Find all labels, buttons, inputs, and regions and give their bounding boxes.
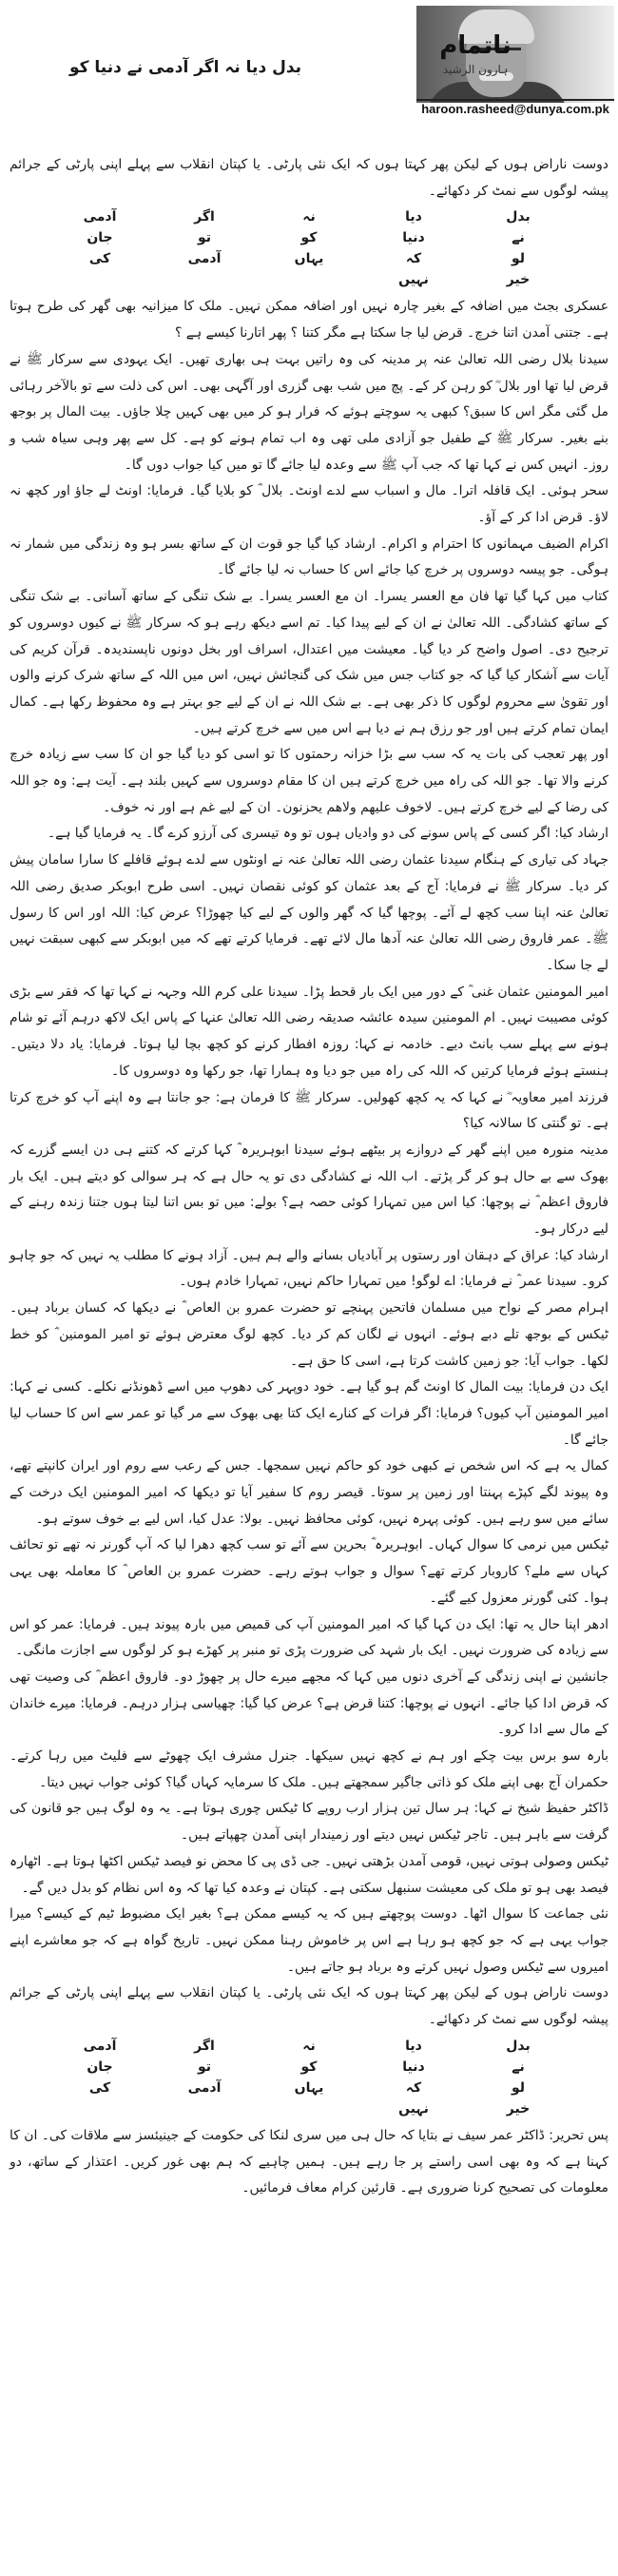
paragraph: امیر المومنین عثمان غنی ؓ کے دور میں ایک بار قحط پڑا۔ سیدنا علی کرم اللہ وجہہ نے کہا تھا کہ فقر سے بڑی کوئی مصیبت نہیں۔ ام المومنین سیدہ عائشہ صدیقہ رضی اللہ تعالیٰ عنہا کے پاس ایک لاکھ درہم آئے تو شام ہونے سے پہلے سب بانٹ دیے۔ خادمہ نے کہا: روزہ افطار کرنے کو کچھ بچا لیا ہوتا۔ فرمایا: یاد دلا دیتیں۔ ہنستے ہوئے فرمایا کرتیں کہ اللہ کی راہ میں جو دیا وہ ہمارا تھا، جو رکھا وہ دوسروں کا۔ <box>9 984 608 1079</box>
paragraph: عسکری بجٹ میں اضافہ کے بغیر چارہ نہیں اور اضافہ ممکن نہیں۔ ملک کا میزانیہ بھی گھر کی طرح ہوتا ہے۔ جتنی آمدن اتنا خرچ۔ قرض لیا جا سکتا ہے مگر کتنا ؟ پھر اتارنا کیسے ہے ؟ <box>10 299 608 342</box>
verse-word: جان <box>87 230 113 246</box>
paragraph: اور پھر تعجب کی بات یہ کہ سب سے بڑا خزانہ رحمتوں کا تو اسی کو دیا گیا جو ان کا سب سے زیادہ خرچ کرنے والا تھا۔ جو اللہ کی راہ میں خرچ کرتے ہیں ان کا مقام دوسروں سے کہیں بلند ہے۔ آیت ہے: وہ جو اللہ کی رضا کے لیے خرچ کرتے ہیں۔ لاخوف علیھم ولاھم یحزنون۔ ان کے لیے غم ہے اور نہ خوف۔ <box>10 747 608 815</box>
paragraph: ڈاکٹر حفیظ شیخ نے کہا: ہر سال تین ہزار ارب روپے کا ٹیکس چوری ہوتا ہے۔ یہ وہ لوگ ہیں جو قانون کی گرفت سے باہر ہیں۔ تاجر ٹیکس نہیں دیتے اور زمیندار اپنی آمدن چھپاتے ہیں۔ <box>10 1801 608 1844</box>
verse-word: بدل <box>506 209 531 225</box>
verse-word: اگر <box>194 2038 215 2054</box>
verse-block <box>48 206 570 290</box>
verse-word: کی <box>88 251 111 267</box>
verse-word: تو <box>197 230 212 246</box>
verse-word: اگر <box>194 209 215 225</box>
paragraph: اکرام الضیف مہمانوں کا احترام و اکرام۔ ارشاد کیا گیا جو قوت ان کے ساتھ بسر ہو وہ زندگی میں شمار نہ ہوگی۔ جو پیسہ دوسروں پر خرچ کیا جائے اس کا حساب نہ لیا جائے گا۔ <box>10 536 608 578</box>
paragraph: سحر ہوئی۔ ایک قافلہ اترا۔ مال و اسباب سے لدے اونٹ۔ بلال ؓ کو بلایا گیا۔ فرمایا: اونٹ لے جاؤ اور کچھ نہ لاؤ۔ قرض ادا کر کے آؤ۔ <box>10 483 608 526</box>
paragraph: مدینہ منورہ میں اپنے گھر کے دروازے پر بیٹھے ہوئے سیدنا ابوہریرہ ؓ کہا کرتے کہ کتنے ہی دن ایسے گزرے کہ بھوک سے بے حال ہو کر گر پڑتے۔ اب اللہ نے کشادگی دی تو یہ حال ہے کہ ہر سوالی کو دیتے ہیں۔ ایک بار فاروق اعظم ؓ نے پوچھا: کیا اس میں تمہارا کوئی حصہ ہے؟ بولے: میں تو بس اتنا لیتا ہوں جتنا زندہ رہنے کے لیے درکار ہو۔ <box>10 1142 608 1238</box>
paragraph: جہاد کی تیاری کے ہنگام سیدنا عثمان رضی اللہ تعالیٰ عنہ نے اونٹوں سے لدے ہوئے قافلے کا سارا سامان پیش کر دیا۔ سرکار ﷺ نے فرمایا: آج کے بعد عثمان کو کوئی نقصان نہیں۔ اسی طرح ابوبکر صدیق رضی اللہ تعالیٰ عنہ اپنا سب کچھ لے آئے۔ پوچھا گیا کہ گھر والوں کے لیے کیا چھوڑا؟ عرض کیا: اللہ اور اس کا رسول ﷺ۔ عمر فاروق رضی اللہ تعالیٰ عنہ آدھا مال لائے تھے۔ فرمایا کرتے تھے کہ میں ابوبکر سے کبھی سبقت نہیں لے جا سکا۔ <box>10 852 608 973</box>
verse-word: لو <box>511 251 526 267</box>
verse-word: آدمی <box>187 251 222 267</box>
verse-word: دیا <box>405 2038 422 2054</box>
verse-word: نہ <box>302 2038 316 2054</box>
verse-word: نے <box>512 2059 525 2075</box>
verse-word: یہاں <box>294 251 324 267</box>
paragraph: ارشاد کیا: اگر کسی کے پاس سونے کی دو وادیاں ہوں تو وہ تیسری کی آرزو کرے گا۔ یہ فرمایا گیا ہے۔ <box>47 826 608 842</box>
verse-word: آدمی <box>83 2038 117 2054</box>
paragraph: کمال یہ ہے کہ اس شخص نے کبھی خود کو حاکم نہیں سمجھا۔ جس کے رعب سے روم اور ایران کانپتے تھے، وہ پیوند لگے کپڑے پہنتا اور زمین پر سوتا۔ قیصر روم کا سفیر آیا تو دیکھا کہ امیر المومنین ایک درخت کے سائے میں سو رہے ہیں۔ کوئی پہرہ نہیں، کوئی محافظ نہیں۔ بولا: عدل کیا، اس لیے بے خوف سوتے ہو۔ <box>10 1458 608 1527</box>
masthead <box>418 32 532 86</box>
column-title: ناتمام <box>439 31 512 60</box>
postscript: پس تحریر: ڈاکٹر عمر سیف نے بتایا کہ حال ہی میں سری لنکا کی حکومت کے جینیئسز سے ملاقات کی۔ ان کا کہنا ہے کہ وہ بھی اسی راستے پر جا رہے ہیں۔ ہمیں چاہیے کہ ہم بھی غور کریں۔ اعتذار کے ساتھ، دو معلومات کی تصحیح کرنا ضروری ہے۔ قارئین کرام معاف فرمائیں۔ <box>10 2127 608 2196</box>
paragraph: ادھر اپنا حال یہ تھا: ایک دن کہا گیا کہ امیر المومنین آپ کی قمیص میں بارہ پیوند ہیں۔ فرمایا: عمر کو اس سے زیادہ کی ضرورت نہیں۔ ایک بار شہد کی ضرورت پڑی تو منبر پر کھڑے ہو کر لوگوں سے اجازت مانگی۔ <box>10 1616 608 1659</box>
verse-word: نہیں <box>398 272 429 288</box>
paragraph: اہرام مصر کے نواح میں مسلمان فاتحین پہنچے تو حضرت عمرو بن العاص ؓ نے دیکھا کہ کسان برباد ہیں۔ ٹیکس کے بوجھ تلے دبے ہوئے۔ انہوں نے لگان کم کر دیا۔ کچھ لوگ معترض ہوئے تو امیر المومنین ؓ کو خط لکھا۔ جواب آیا: جو زمین کاشت کرتا ہے، اسی کا حق ہے۔ <box>10 1300 608 1369</box>
author-email[interactable]: haroon.rasheed@dunya.com.pk <box>416 99 614 118</box>
verse-word: نہ <box>302 209 316 225</box>
verse-word: یہاں <box>294 2079 324 2096</box>
verse-word: خیر <box>506 272 531 288</box>
article-headline: بدل دیا نہ اگر آدمی نے دنیا کو <box>68 58 302 77</box>
verse-word: دنیا <box>402 2059 425 2075</box>
paragraph: نئی جماعت کا سوال اٹھا۔ دوست پوچھتے ہیں کہ یہ کیسے ممکن ہے؟ بغیر ایک مضبوط ٹیم کے کیسے؟ میرا جواب یہی ہے کہ جو کچھ ہو رہا ہے اس پر خاموش رہنا ممکن نہیں۔ تاریخ گواہ ہے کہ جو معاشرے اپنے امیروں سے ٹیکس وصول نہیں کرتے وہ برباد ہو جاتے ہیں۔ <box>10 1906 608 1975</box>
verse-word: لو <box>511 2079 526 2096</box>
paragraph: ٹیکس وصولی ہوتی نہیں، قومی آمدن بڑھتی نہیں۔ جی ڈی پی کا محض نو فیصد ٹیکس اکٹھا ہوتا ہے۔ اٹھارہ فیصد بھی ہو تو ملک کی معیشت سنبھل سکتی ہے۔ کپتان نے وعدہ کیا تھا کہ وہ اس نظام کو بدل دیں گے۔ <box>10 1853 608 1896</box>
paragraph: دوست ناراض ہوں کے لیکن پھر کہتا ہوں کہ ایک نئی پارٹی۔ یا کپتان انقلاب سے پہلے اپنی پارٹی کے جرائم پیشہ لوگوں سے نمٹ کر دکھائے۔ <box>10 1985 608 2028</box>
paragraph: کتاب میں کہا گیا تھا فان مع العسر یسرا۔ ان مع العسر یسرا۔ بے شک تنگی کے ساتھ آسانی۔ بے شک تنگی کے ساتھ کشادگی۔ اللہ تعالیٰ نے ان کے لیے پیدا کیا۔ تم اسے دیکھ رہے ہو کہ سرکار ﷺ نے کیوں دوسروں کو ترجیح دی۔ اصول واضح کر دیا گیا۔ معیشت میں اعتدال، اسراف اور بخل دونوں ناپسندیدہ۔ قرآن کریم کی آیات سے آشکار کیا گیا کہ جو کتاب جس میں شک کی گنجائش نہیں، اس میں اللہ کے ساتھ شرک کرنے والوں اور تقویٰ سے محروم لوگوں کا ذکر بھی ہے۔ بے شک اللہ نے ان کے لیے جو بہتر ہے وہ محفوظ رکھا ہے۔ کمال ایمان تمام کرتے ہیں اور جو رزق ہم نے دیا ہے اس میں سے خرچ کرتے ہیں۔ <box>10 589 608 736</box>
column-header <box>0 0 618 122</box>
verse-word: کی <box>88 2079 111 2096</box>
paragraph: ایک دن فرمایا: بیت المال کا اونٹ گم ہو گیا ہے۔ خود دوپہر کی دھوپ میں اسے ڈھونڈنے نکلے۔ کسی نے کہا: امیر المومنین آپ کیوں؟ فرمایا: اگر فرات کے کنارے ایک کتا بھی بھوک سے مر گیا تو عمر سے اس کا حساب لیا جائے گا۔ <box>10 1379 608 1448</box>
verse-word: کو <box>300 230 318 246</box>
paragraph: ٹیکس میں نرمی کا سوال کہاں۔ ابوہریرہ ؓ بحرین سے آئے تو سب کچھ دھرا لیا کہ آپ گورنر نہ تھے تو تحائف کہاں سے ملے؟ کاروبار کرتے تھے؟ سوال و جواب ہوتے رہے۔ حضرت عمرو بن العاص ؓ کا معاملہ بھی یہی ہوا۔ کئی گورنر معزول کیے گئے۔ <box>10 1537 608 1606</box>
verse-word: دنیا <box>402 230 425 246</box>
verse-word: کہ <box>405 251 422 267</box>
author-name: ہارون الرشید <box>442 62 509 76</box>
paragraph: سیدنا بلال رضی اللہ تعالیٰ عنہ پر مدینہ کی وہ راتیں بہت ہی بھاری تھیں۔ ایک یہودی سے سرکار ﷺ نے قرض لیا تھا اور بلال ؓ کو رہن کر کے۔ پچ میں شب بھی گزری اور آگہی بھی۔ اس کی ذلت سے تو بالآخر رہائی مل گئی مگر اس کا سبق؟ کبھی یہ سوچتے ہوئے کہ فرار ہو کر میں بھی کہیں چلا جاؤں۔ بیت المال پر بوجھ بنے بغیر۔ سرکار ﷺ کے طفیل جو آزادی ملی تھی وہ اب تمام ہونے کو ہے۔ کل سے پھر وہی سیاہ شب و روز۔ انہیں کس نے کہا تھا کہ جب آپ ﷺ سے وعدہ لیا جائے گا تو میں کیا جواب دوں گا۔ <box>10 351 608 473</box>
article-body <box>10 152 608 2202</box>
verse-word: نہیں <box>398 2100 429 2117</box>
verse-word: آدمی <box>187 2079 222 2096</box>
paragraph: بارہ سو برس بیت چکے اور ہم نے کچھ نہیں سیکھا۔ جنرل مشرف ایک چھوٹے سے فلیٹ میں رہا کرتے۔ حکمران آج بھی اپنے ملک کو ذاتی جاگیر سمجھتے ہیں۔ ملک کا سرمایہ کہاں گیا؟ کوئی جواب نہیں دیتا۔ <box>10 1748 608 1790</box>
paragraph: جانشین نے اپنی زندگی کے آخری دنوں میں کہا کہ مجھے میرے حال پر چھوڑ دو۔ فاروق اعظم ؓ کی وصیت تھی کہ قرض ادا کیا جائے۔ انہوں نے پوچھا: کتنا قرض ہے؟ عرض کیا گیا: چھیاسی ہزار درہم۔ فرمایا: میرے خاندان کے مال سے ادا کرو۔ <box>10 1669 608 1738</box>
verse-word: جان <box>87 2059 113 2075</box>
paragraph: ارشاد کیا: عراق کے دہقان اور رستوں پر آبادیاں بسانے والے ہم ہیں۔ آزاد ہونے کا مطلب یہ نہیں کہ جو چاہو کرو۔ سیدنا عمر ؓ نے فرمایا: اے لوگو! میں تمہارا حاکم نہیں، تمہارا خادم ہوں۔ <box>10 1247 608 1290</box>
verse-word: خیر <box>506 2100 531 2117</box>
verse-word: آدمی <box>83 209 117 225</box>
verse-word: دیا <box>405 209 422 225</box>
paragraph: دوست ناراض ہوں کے لیکن پھر کہتا ہوں کہ ایک نئی پارٹی۔ یا کپتان انقلاب سے پہلے اپنی پارٹی کے جرائم پیشہ لوگوں سے نمٹ کر دکھائے۔ <box>10 157 608 199</box>
verse-word: نے <box>512 230 525 246</box>
verse-word: تو <box>197 2059 212 2075</box>
paragraph: فرزند امیر معاویہ ؓ نے کہا کہ یہ کچھ کھولیں۔ سرکار ﷺ کا فرمان ہے: جو جانتا ہے وہ اپنے آپ کو خرچ کرتا ہے۔ تو گنتی کا سالانہ کیا؟ <box>10 1089 608 1132</box>
verse-word: کہ <box>405 2079 422 2096</box>
verse-block-repeat <box>48 2036 570 2119</box>
verse-word: کو <box>300 2059 318 2075</box>
verse-word: بدل <box>506 2038 531 2054</box>
